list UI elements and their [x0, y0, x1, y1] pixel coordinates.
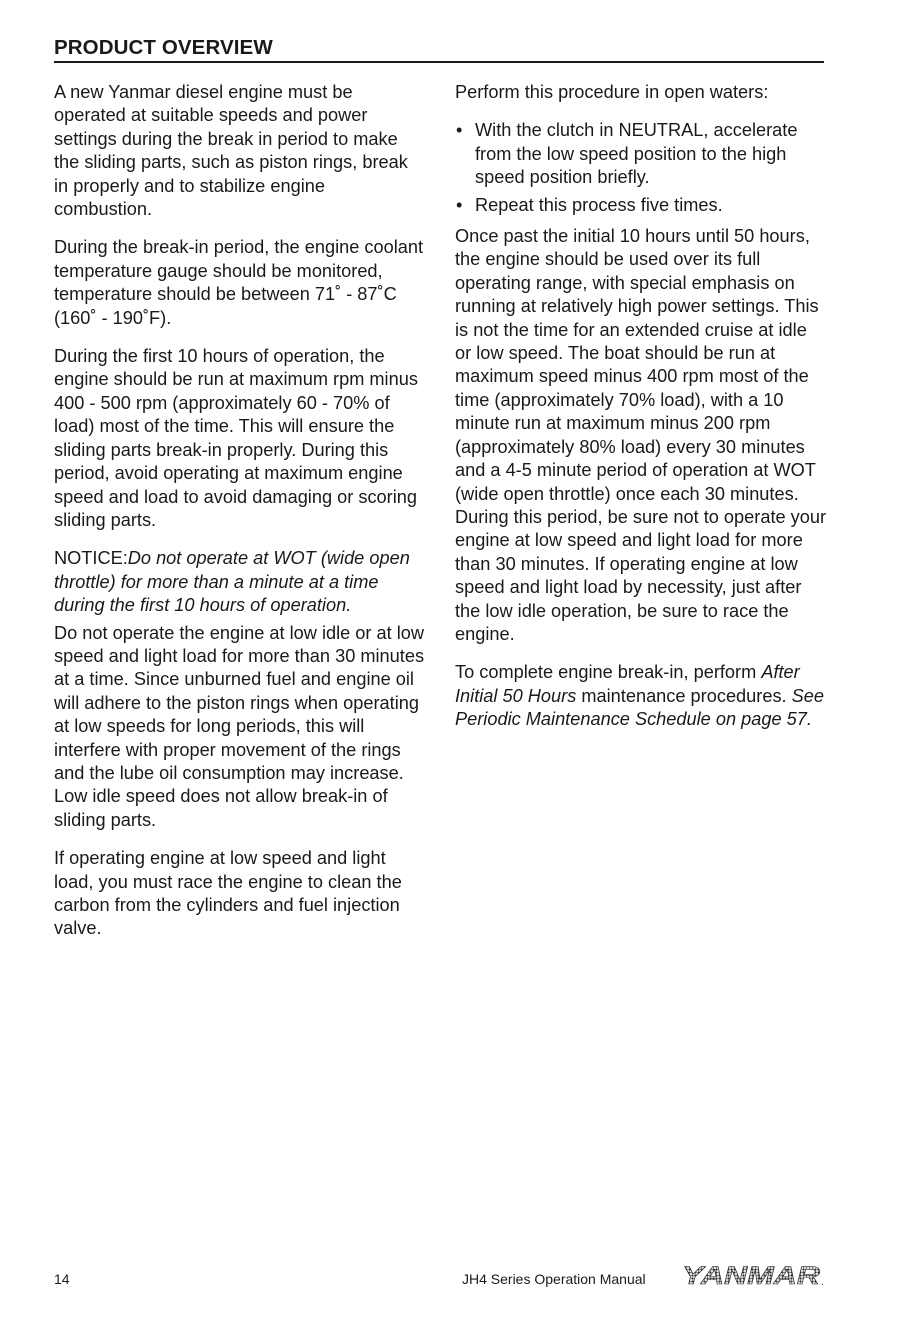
paragraph: During the break-in period, the engine coolant temperature gauge should be monitored, temperature should be between 71˚ - 87˚C (160˚ - 190˚F).: [54, 237, 424, 328]
page-title: PRODUCT OVERVIEW: [54, 36, 824, 63]
notice-text: Do not operate at WOT (wide open throttle) for more than a minute at a time during the first 10 hours of operation.: [54, 548, 410, 616]
notice-label: NOTICE:: [54, 548, 128, 569]
left-column: [54, 81, 426, 956]
procedure-intro: Perform this procedure in open waters:: [455, 82, 769, 102]
manual-title: JH4 Series Operation Manual: [462, 1271, 646, 1287]
page-number: 14: [54, 1271, 70, 1287]
paragraph: Do not operate the engine at low idle or at low speed and light load for more than 30 minutes at a time. Since unburned fuel and engine oil will adhere to the piston rings when operating at low speeds for long periods, this will interfere with proper movement of the rings and the lube oil consumption may increase. Low idle speed does not allow break-in of sliding parts.: [54, 622, 425, 830]
procedure-name: After Initial 50 Hours: [455, 662, 800, 706]
brand-mark: .: [821, 1277, 824, 1288]
bullet-icon: •: [456, 194, 463, 215]
list-item-text: Repeat this process five times.: [475, 194, 723, 215]
text-run: To complete engine break-in, perform: [455, 662, 762, 683]
paragraph: A new Yanmar diesel engine must be operated at suitable speeds and power settings during the break in period to make the sliding parts, such as piston rings, break in properly and to stabilize engine combustion.: [54, 82, 408, 220]
paragraph: If operating engine at low speed and light load, you must race the engine to clean the carbon from the cylinders and fuel injection valve.: [54, 848, 402, 939]
text-run: maintenance procedures.: [576, 685, 792, 706]
cross-reference-link[interactable]: See Periodic Maintenance Schedule on page 57.: [455, 685, 825, 730]
notice: [54, 547, 426, 617]
right-column: [455, 81, 827, 747]
paragraph: [455, 661, 827, 731]
brand-wordmark: YANMAR: [682, 1262, 820, 1288]
procedure-list: [455, 119, 827, 217]
yanmar-logo: [682, 1262, 828, 1288]
paragraph: Once past the initial 10 hours until 50 hours, the engine should be used over its full operating range, with special emphasis on running at relatively high power settings. This is not the time for an extended cruise at idle or low speed. The boat should be run at maximum speed minus 400 rpm most of the time (approximately 70% load), with a 10 minute run at maximum minus 200 rpm (approximately 80% load) every 30 minutes and a 4-5 minute period of operation at WOT (wide open throttle) once each 30 minutes. During this period, be sure not to operate your engine at low speed and light load for more than 30 minutes. If operating engine at low speed and light load by necessity, just after the low idle operation, be sure to race the engine.: [455, 226, 827, 644]
list-item: [455, 119, 827, 189]
bullet-icon: •: [456, 120, 463, 141]
list-item-text: With the clutch in NEUTRAL, accelerate from the low speed position to the high speed position briefly.: [475, 120, 798, 188]
list-item: [455, 194, 827, 217]
paragraph: During the first 10 hours of operation, the engine should be run at maximum rpm minus 400 - 500 rpm (approximately 60 - 70% of load) most of the time. This will ensure the sliding parts break-in properly. During this period, avoid operating at maximum engine speed and load to avoid damaging or scoring sliding parts.: [54, 346, 418, 530]
